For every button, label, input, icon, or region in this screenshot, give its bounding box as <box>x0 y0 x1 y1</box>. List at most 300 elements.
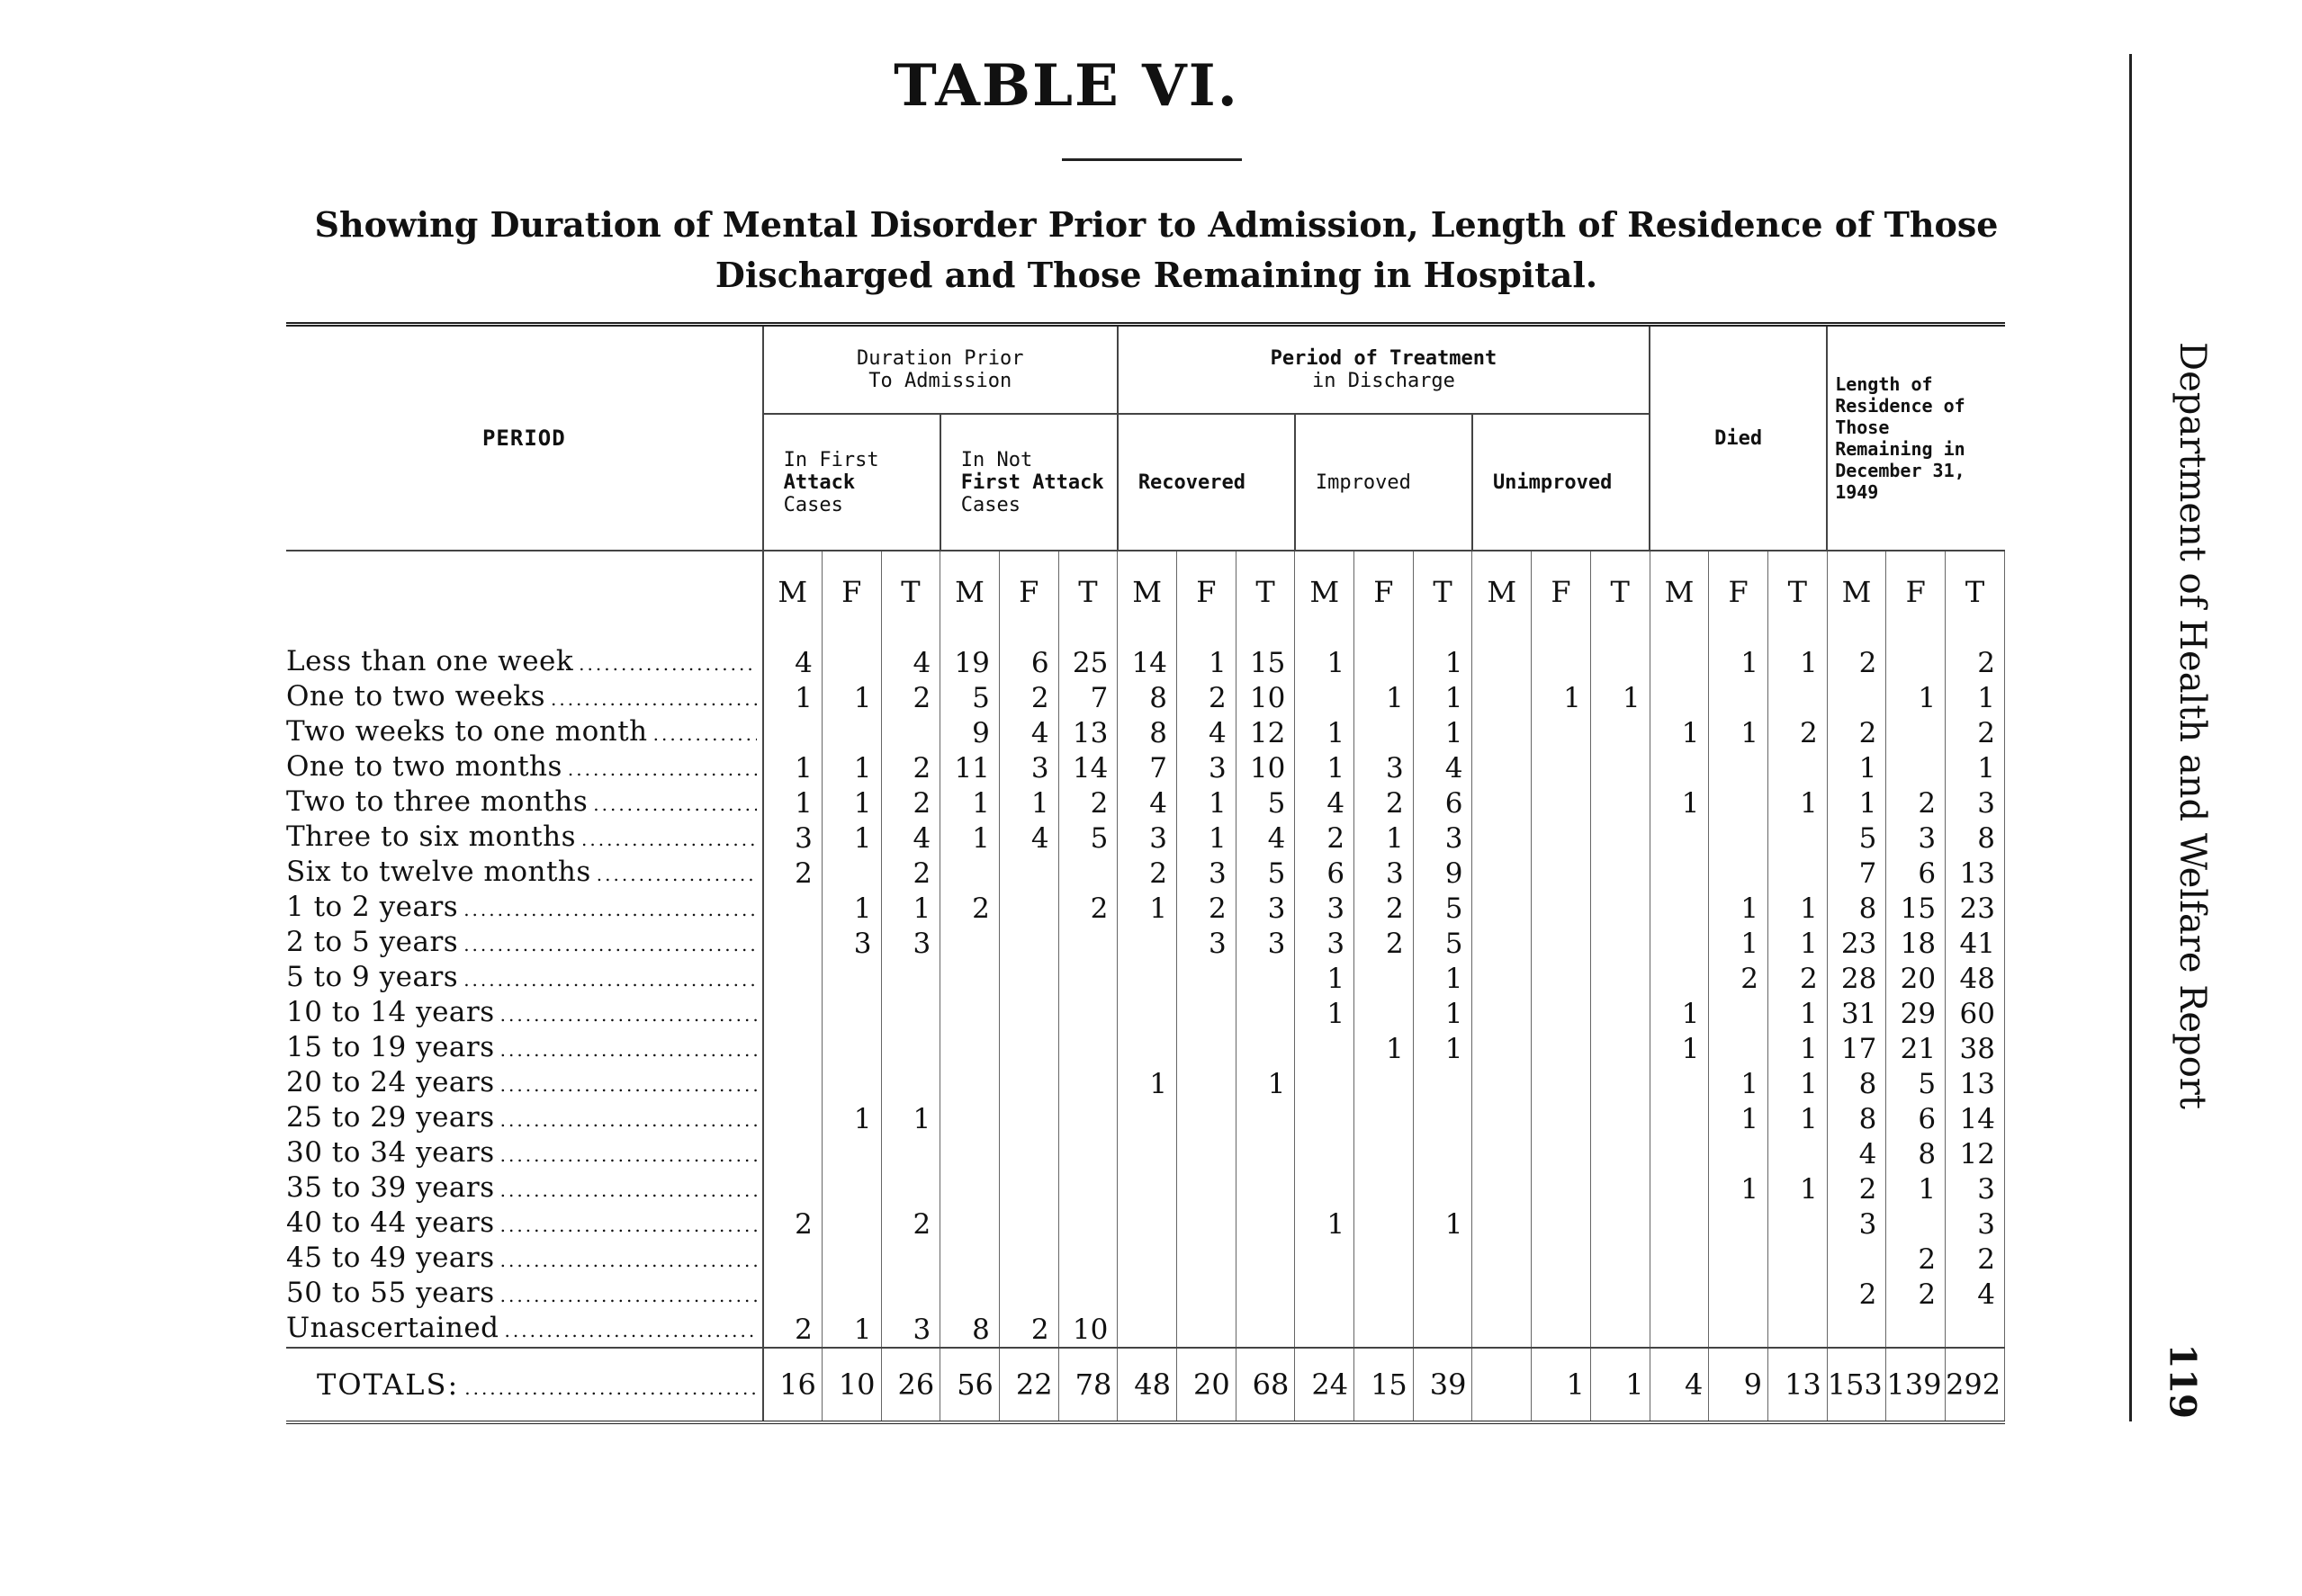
table-row <box>286 1136 2005 1171</box>
period-cell <box>286 856 763 891</box>
value-cell: 2 <box>881 680 940 715</box>
value-cell <box>822 1066 881 1101</box>
value-cell <box>763 1277 823 1312</box>
leader-dots <box>597 858 757 891</box>
value-cell <box>1354 1066 1414 1101</box>
leader-dots <box>463 928 756 961</box>
period-cell <box>286 1312 763 1348</box>
value-cell <box>1413 1277 1472 1312</box>
value-cell: 6 <box>999 632 1058 680</box>
value-cell <box>1590 926 1650 961</box>
value-cell <box>1177 1277 1236 1312</box>
value-cell: 1 <box>1768 632 1828 680</box>
mft-spacer <box>286 551 763 632</box>
value-cell <box>1472 961 1532 996</box>
value-cell <box>1118 926 1177 961</box>
table-row <box>286 1101 2005 1136</box>
value-cell <box>763 1171 823 1206</box>
header-remaining-line-6: 1949 <box>1835 481 1879 503</box>
value-cell <box>1118 1171 1177 1206</box>
value-cell: 1 <box>1295 961 1354 996</box>
period-cell <box>286 961 763 996</box>
value-cell <box>1650 820 1709 856</box>
leader-dots <box>505 1314 757 1347</box>
header-improved: Improved <box>1295 414 1472 551</box>
value-cell: 1 <box>1236 1066 1295 1101</box>
total-value-cell: 1 <box>1590 1348 1650 1422</box>
header-remaining-line-2: Residence of <box>1835 395 1965 417</box>
period-label: 5 to 9 years <box>286 961 459 993</box>
value-cell: 8 <box>1827 1066 1886 1101</box>
value-cell <box>1768 1136 1828 1171</box>
value-cell <box>1354 1136 1414 1171</box>
value-cell: 3 <box>1827 1206 1886 1242</box>
value-cell: 2 <box>1886 1242 1946 1277</box>
value-cell <box>1354 996 1414 1031</box>
value-cell <box>1650 632 1709 680</box>
mft-header-cell: T <box>1768 551 1828 632</box>
value-cell <box>822 961 881 996</box>
value-cell <box>940 1206 1000 1242</box>
value-cell <box>1118 1206 1177 1242</box>
value-cell: 1 <box>1413 961 1472 996</box>
value-cell: 3 <box>1886 820 1946 856</box>
value-cell <box>1590 1101 1650 1136</box>
mft-header-cell: T <box>1236 551 1295 632</box>
mft-header-cell: F <box>1532 551 1591 632</box>
value-cell: 1 <box>881 1101 940 1136</box>
value-cell <box>1650 891 1709 926</box>
value-cell: 20 <box>1886 961 1946 996</box>
value-cell: 2 <box>1827 1277 1886 1312</box>
value-cell <box>1295 1066 1354 1101</box>
value-cell <box>1590 785 1650 820</box>
value-cell: 2 <box>940 891 1000 926</box>
value-cell: 1 <box>1177 632 1236 680</box>
value-cell <box>1532 1277 1591 1312</box>
data-table <box>286 322 2005 1424</box>
value-cell: 2 <box>1827 632 1886 680</box>
value-cell <box>1177 996 1236 1031</box>
table-row <box>286 1242 2005 1277</box>
value-cell: 2 <box>1354 891 1414 926</box>
value-cell <box>1590 1066 1650 1101</box>
value-cell <box>1295 1242 1354 1277</box>
value-cell <box>822 856 881 891</box>
value-cell: 1 <box>1768 1066 1828 1101</box>
value-cell: 2 <box>881 750 940 785</box>
table-row <box>286 785 2005 820</box>
value-cell: 1 <box>822 750 881 785</box>
mft-header-cell: T <box>1413 551 1472 632</box>
period-cell <box>286 632 763 680</box>
value-cell: 3 <box>1177 856 1236 891</box>
value-cell <box>940 1066 1000 1101</box>
value-cell <box>763 1066 823 1101</box>
period-cell <box>286 996 763 1031</box>
value-cell: 1 <box>1354 820 1414 856</box>
header-treatment-line-1: Period of Treatment <box>1270 347 1497 370</box>
leader-dots <box>500 1104 757 1136</box>
total-value-cell: 48 <box>1118 1348 1177 1422</box>
value-cell <box>999 1171 1058 1206</box>
value-cell: 6 <box>1295 856 1354 891</box>
value-cell <box>1532 961 1591 996</box>
period-cell <box>286 1206 763 1242</box>
value-cell: 4 <box>1946 1277 2005 1312</box>
value-cell: 1 <box>822 891 881 926</box>
value-cell <box>940 1136 1000 1171</box>
value-cell <box>822 1171 881 1206</box>
header-duration-line-1: Duration Prior <box>857 347 1024 370</box>
value-cell: 3 <box>881 1312 940 1348</box>
mft-header-cell: F <box>1886 551 1946 632</box>
value-cell: 1 <box>1295 996 1354 1031</box>
value-cell <box>1472 1136 1532 1171</box>
value-cell <box>999 1242 1058 1277</box>
value-cell <box>1768 680 1828 715</box>
value-cell <box>1118 1101 1177 1136</box>
value-cell: 2 <box>763 1206 823 1242</box>
header-treatment-group <box>1118 325 1650 415</box>
header-first-attack <box>763 414 940 551</box>
value-cell <box>940 1031 1000 1066</box>
table-row <box>286 680 2005 715</box>
value-cell <box>1472 996 1532 1031</box>
value-cell: 1 <box>1413 996 1472 1031</box>
value-cell <box>1354 961 1414 996</box>
value-cell <box>1295 1312 1354 1348</box>
total-value-cell <box>1472 1348 1532 1422</box>
value-cell <box>1590 715 1650 750</box>
totals-cell <box>286 1348 763 1422</box>
value-cell <box>1118 1312 1177 1348</box>
period-cell <box>286 1171 763 1206</box>
value-cell: 3 <box>1236 926 1295 961</box>
value-cell <box>1118 961 1177 996</box>
value-cell <box>1354 632 1414 680</box>
value-cell <box>1532 1312 1591 1348</box>
table-row <box>286 1312 2005 1348</box>
value-cell <box>1827 680 1886 715</box>
value-cell <box>1177 1136 1236 1171</box>
value-cell <box>1650 680 1709 715</box>
value-cell <box>1590 891 1650 926</box>
value-cell <box>1472 1101 1532 1136</box>
mft-header-cell: F <box>822 551 881 632</box>
period-cell <box>286 1066 763 1101</box>
value-cell <box>1177 1312 1236 1348</box>
value-cell <box>1650 856 1709 891</box>
value-cell: 2 <box>763 856 823 891</box>
value-cell: 6 <box>1886 856 1946 891</box>
header-duration-line-2: To Admission <box>868 370 1012 392</box>
leader-dots <box>593 788 756 820</box>
value-cell <box>1532 1031 1591 1066</box>
value-cell: 28 <box>1827 961 1886 996</box>
table-row <box>286 820 2005 856</box>
value-cell: 6 <box>1413 785 1472 820</box>
value-cell <box>1354 1101 1414 1136</box>
value-cell: 1 <box>1295 715 1354 750</box>
value-cell <box>1472 750 1532 785</box>
value-cell <box>1177 1101 1236 1136</box>
value-cell <box>999 891 1058 926</box>
mft-header-cell: M <box>763 551 823 632</box>
value-cell: 10 <box>1236 750 1295 785</box>
value-cell: 29 <box>1886 996 1946 1031</box>
value-cell: 3 <box>1295 891 1354 926</box>
period-cell <box>286 1242 763 1277</box>
total-value-cell: 292 <box>1946 1348 2005 1422</box>
value-cell <box>822 996 881 1031</box>
mft-header-cell: F <box>1709 551 1768 632</box>
leader-dots <box>464 1377 756 1399</box>
total-value-cell: 16 <box>763 1348 823 1422</box>
value-cell: 3 <box>999 750 1058 785</box>
value-cell <box>1413 1171 1472 1206</box>
table-row <box>286 1277 2005 1312</box>
value-cell: 3 <box>1354 856 1414 891</box>
value-cell: 1 <box>822 785 881 820</box>
value-cell <box>1118 1136 1177 1171</box>
mft-header-cell: M <box>1295 551 1354 632</box>
value-cell <box>1472 1206 1532 1242</box>
total-value-cell: 4 <box>1650 1348 1709 1422</box>
value-cell: 1 <box>1413 680 1472 715</box>
value-cell <box>1532 1171 1591 1206</box>
header-recovered: Recovered <box>1118 414 1295 551</box>
value-cell <box>763 961 823 996</box>
value-cell <box>1118 1031 1177 1066</box>
value-cell: 1 <box>1946 750 2005 785</box>
value-cell: 8 <box>1886 1136 1946 1171</box>
value-cell: 2 <box>1886 1277 1946 1312</box>
table-body <box>286 551 2005 1422</box>
value-cell <box>881 961 940 996</box>
value-cell <box>1354 715 1414 750</box>
leader-dots <box>551 683 757 715</box>
total-value-cell: 1 <box>1532 1348 1591 1422</box>
table-row <box>286 632 2005 680</box>
value-cell: 1 <box>1354 1031 1414 1066</box>
value-cell: 4 <box>881 632 940 680</box>
total-value-cell: 9 <box>1709 1348 1768 1422</box>
value-cell: 2 <box>1886 785 1946 820</box>
value-cell <box>999 1066 1058 1101</box>
value-cell <box>1472 926 1532 961</box>
value-cell <box>999 961 1058 996</box>
value-cell: 2 <box>1709 961 1768 996</box>
total-value-cell: 10 <box>822 1348 881 1422</box>
value-cell: 1 <box>1650 996 1709 1031</box>
value-cell <box>763 1101 823 1136</box>
total-value-cell: 15 <box>1354 1348 1414 1422</box>
period-label: Unascertained <box>286 1312 499 1344</box>
mft-header-cell: M <box>940 551 1000 632</box>
value-cell <box>1768 1312 1828 1348</box>
total-value-cell: 20 <box>1177 1348 1236 1422</box>
table-row <box>286 715 2005 750</box>
value-cell <box>1295 1136 1354 1171</box>
leader-dots <box>500 1279 757 1312</box>
value-cell: 1 <box>822 1101 881 1136</box>
value-cell <box>1590 856 1650 891</box>
value-cell: 18 <box>1886 926 1946 961</box>
value-cell <box>940 856 1000 891</box>
value-cell <box>763 891 823 926</box>
leader-dots <box>653 718 757 750</box>
page-number: 119 <box>2161 1343 2204 1419</box>
period-label: 25 to 29 years <box>286 1101 495 1134</box>
value-cell <box>1058 856 1118 891</box>
value-cell <box>1650 1242 1709 1277</box>
value-cell: 5 <box>1413 891 1472 926</box>
value-cell <box>999 1031 1058 1066</box>
value-cell <box>1650 1312 1709 1348</box>
value-cell: 3 <box>1354 750 1414 785</box>
value-cell <box>1058 1066 1118 1101</box>
value-cell: 1 <box>1709 1066 1768 1101</box>
leader-dots <box>463 893 756 926</box>
total-value-cell: 78 <box>1058 1348 1118 1422</box>
value-cell <box>1236 1277 1295 1312</box>
value-cell <box>1413 1136 1472 1171</box>
value-cell <box>1472 632 1532 680</box>
value-cell <box>1532 996 1591 1031</box>
value-cell <box>1650 961 1709 996</box>
header-not-first-attack-line-2: First Attack <box>960 471 1104 494</box>
value-cell: 3 <box>1177 750 1236 785</box>
value-cell <box>1886 715 1946 750</box>
value-cell: 1 <box>763 680 823 715</box>
value-cell: 3 <box>881 926 940 961</box>
value-cell <box>1886 632 1946 680</box>
value-cell: 38 <box>1946 1031 2005 1066</box>
header-remaining-line-1: Length of <box>1835 373 1933 395</box>
value-cell: 13 <box>1946 856 2005 891</box>
table-row <box>286 926 2005 961</box>
total-value-cell: 39 <box>1413 1348 1472 1422</box>
value-cell <box>822 715 881 750</box>
table-row <box>286 1171 2005 1206</box>
value-cell <box>822 1031 881 1066</box>
value-cell: 4 <box>1177 715 1236 750</box>
title-divider <box>1062 158 1242 161</box>
value-cell <box>1295 1171 1354 1206</box>
value-cell: 1 <box>1295 750 1354 785</box>
value-cell: 2 <box>1946 715 2005 750</box>
value-cell: 4 <box>999 715 1058 750</box>
value-cell: 10 <box>1236 680 1295 715</box>
value-cell: 48 <box>1946 961 2005 996</box>
value-cell <box>999 1206 1058 1242</box>
value-cell: 5 <box>1413 926 1472 961</box>
mft-header-cell: T <box>881 551 940 632</box>
value-cell: 1 <box>1709 715 1768 750</box>
value-cell: 4 <box>1118 785 1177 820</box>
value-cell <box>1709 1031 1768 1066</box>
value-cell: 1 <box>1590 680 1650 715</box>
period-label: Two weeks to one month <box>286 715 648 748</box>
value-cell: 8 <box>1827 1101 1886 1136</box>
value-cell: 8 <box>1827 891 1886 926</box>
value-cell <box>940 1277 1000 1312</box>
value-cell <box>881 1171 940 1206</box>
period-label: Six to twelve months <box>286 856 591 888</box>
value-cell <box>1886 1206 1946 1242</box>
period-label: 35 to 39 years <box>286 1171 495 1204</box>
value-cell: 1 <box>881 891 940 926</box>
value-cell <box>1709 820 1768 856</box>
value-cell <box>763 715 823 750</box>
value-cell <box>1354 1277 1414 1312</box>
value-cell: 3 <box>1118 820 1177 856</box>
value-cell: 2 <box>1295 820 1354 856</box>
value-cell: 15 <box>1886 891 1946 926</box>
value-cell <box>999 1101 1058 1136</box>
value-cell <box>1532 856 1591 891</box>
value-cell: 1 <box>1295 632 1354 680</box>
value-cell: 5 <box>1827 820 1886 856</box>
value-cell <box>1472 1312 1532 1348</box>
value-cell: 31 <box>1827 996 1886 1031</box>
value-cell: 4 <box>1295 785 1354 820</box>
value-cell: 1 <box>1177 785 1236 820</box>
value-cell: 2 <box>1177 680 1236 715</box>
value-cell <box>1532 632 1591 680</box>
table-row <box>286 1031 2005 1066</box>
period-cell <box>286 891 763 926</box>
header-unimproved: Unimproved <box>1472 414 1650 551</box>
value-cell: 1 <box>1768 1101 1828 1136</box>
value-cell: 7 <box>1118 750 1177 785</box>
value-cell: 10 <box>1058 1312 1118 1348</box>
value-cell <box>1650 750 1709 785</box>
value-cell: 12 <box>1236 715 1295 750</box>
value-cell <box>1709 856 1768 891</box>
value-cell <box>763 1031 823 1066</box>
value-cell <box>1413 1066 1472 1101</box>
value-cell <box>1590 1171 1650 1206</box>
value-cell <box>1709 680 1768 715</box>
value-cell: 2 <box>1354 785 1414 820</box>
value-cell <box>1768 1277 1828 1312</box>
value-cell <box>1295 1101 1354 1136</box>
value-cell <box>1532 891 1591 926</box>
table-subtitle <box>297 200 2016 300</box>
running-header: Department of Health and Welfare Report <box>2172 342 2213 1109</box>
value-cell <box>1236 1136 1295 1171</box>
period-cell <box>286 750 763 785</box>
value-cell <box>1827 1312 1886 1348</box>
value-cell <box>1058 1031 1118 1066</box>
period-label: Two to three months <box>286 785 589 818</box>
value-cell <box>1236 1206 1295 1242</box>
value-cell: 2 <box>1768 715 1828 750</box>
mft-header-cell: T <box>1590 551 1650 632</box>
value-cell <box>1590 820 1650 856</box>
period-label: Less than one week <box>286 645 574 677</box>
value-cell <box>1709 1312 1768 1348</box>
value-cell <box>1058 1171 1118 1206</box>
value-cell <box>881 1242 940 1277</box>
value-cell <box>822 1206 881 1242</box>
value-cell: 11 <box>940 750 1000 785</box>
value-cell <box>1472 1277 1532 1312</box>
value-cell: 4 <box>763 632 823 680</box>
value-cell <box>1768 1242 1828 1277</box>
